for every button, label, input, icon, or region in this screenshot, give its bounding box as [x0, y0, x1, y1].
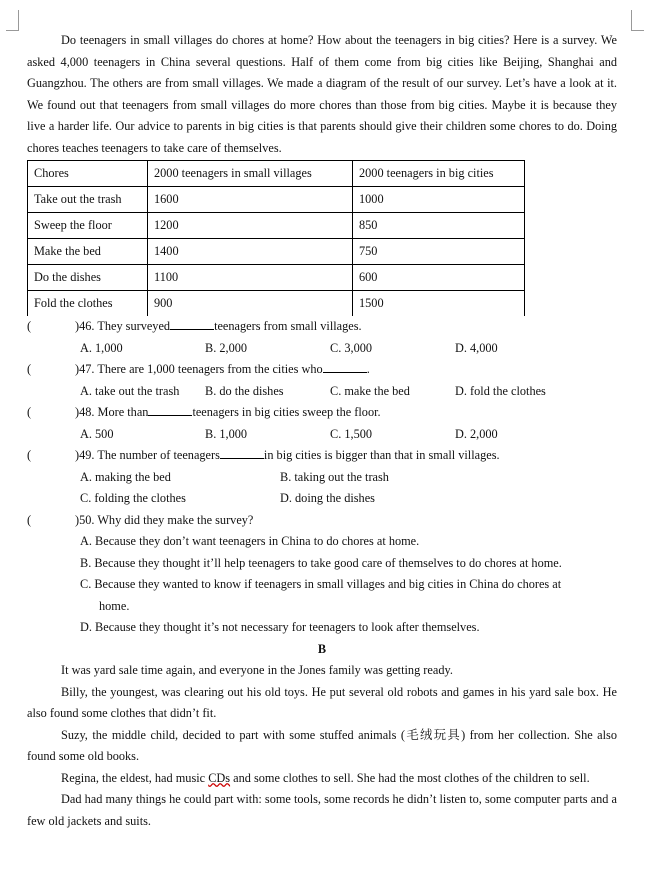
- paragraph-text: and some clothes to sell. She had the most clothes of the children to sell.: [230, 770, 590, 785]
- question-text: teenagers in big cities sweep the floor.: [192, 405, 381, 419]
- question-text: They surveyed: [97, 319, 171, 333]
- table-cell: 900: [148, 291, 353, 317]
- table-row: [28, 265, 525, 291]
- option-b: B. Because they thought it’ll help teenagers to take good care of themselves to do chores at home.: [80, 555, 562, 570]
- table-cell: 1400: [148, 239, 353, 265]
- option-d: D. Because they thought it’s not necessary for teenagers to look after themselves.: [80, 620, 480, 634]
- table-cell: 1600: [148, 187, 353, 213]
- page-corner-mark-right: [631, 10, 644, 31]
- question-text: in big cities is bigger than that in small villages.: [263, 448, 500, 462]
- table-header-cell: 2000 teenagers in small villages: [148, 161, 353, 187]
- spellcheck-underlined-word: CDs: [208, 770, 231, 785]
- table-row: [28, 187, 525, 213]
- answer-paren: (: [27, 405, 32, 419]
- answer-paren: (: [27, 512, 32, 527]
- table-cell: Do the dishes: [28, 265, 148, 291]
- question-number: )50.: [75, 512, 95, 527]
- table-cell: Take out the trash: [28, 187, 148, 213]
- table-row: [28, 213, 525, 239]
- question-47: [27, 359, 617, 381]
- passage-b-paragraph: Dad had many things he could part with: some tools, some records he didn’t listen to, some computer parts and a few old jackets and suits.: [27, 792, 617, 828]
- passage-a-paragraph: Do teenagers in small villages do chores at home? How about the teenagers in big cities? Here is a survey. We asked 4,000 teenagers in China several questions. Half of them come from big cities like Beijing, Shanghai and Guangzhou. The others are from small villages. We made a diagram of the result of our survey. Let’s have a look at it. We found out that teenagers from small villages do more chores than those from big cities. Maybe it is because they live a harder life. Our advice to parents in big cities is that parents should give their children some chores to do. Doing chores teaches teenagers to take care of themselves.: [27, 33, 617, 155]
- option-d: D. 2,000: [455, 426, 498, 441]
- option-c: C. folding the clothes: [80, 491, 186, 505]
- question-text: Why did they make the survey?: [97, 512, 254, 527]
- answer-blank: [148, 402, 192, 416]
- question-number: )46.: [75, 319, 95, 333]
- option-b: B. 2,000: [205, 340, 248, 355]
- option-b: B. do the dishes: [205, 383, 284, 398]
- question-49-options-row-2: [27, 488, 617, 510]
- question-46: [27, 316, 617, 338]
- survey-table: [27, 160, 525, 316]
- table-cell: 850: [353, 213, 525, 239]
- option-c: C. make the bed: [330, 383, 410, 398]
- document-page: [27, 30, 617, 832]
- answer-paren: (: [27, 319, 32, 333]
- passage-b-paragraph: It was yard sale time again, and everyone in the Jones family was getting ready.: [61, 663, 453, 677]
- question-46-options: [27, 338, 617, 360]
- question-49-options-row-1: [27, 467, 617, 489]
- passage-b-paragraph-regina: [27, 768, 617, 790]
- table-cell: 1100: [148, 265, 353, 291]
- question-49: [27, 445, 617, 467]
- answer-blank: [170, 316, 214, 330]
- table-cell: 1000: [353, 187, 525, 213]
- table-header-row: [28, 161, 525, 187]
- paragraph-text: Regina, the eldest, had music: [61, 770, 209, 785]
- question-text: There are 1,000 teenagers from the cities who: [97, 362, 323, 376]
- question-number: )47.: [75, 362, 95, 376]
- answer-blank: [323, 359, 367, 373]
- question-50: [27, 510, 617, 532]
- option-a: A. 1,000: [80, 340, 123, 355]
- table-row: [28, 291, 525, 317]
- table-cell: 600: [353, 265, 525, 291]
- question-text: .: [366, 362, 370, 376]
- option-d: D. fold the clothes: [455, 383, 546, 398]
- table-row: [28, 239, 525, 265]
- table-cell: 1200: [148, 213, 353, 239]
- option-a: A. Because they don’t want teenagers in China to do chores at home.: [80, 534, 420, 548]
- question-text: The number of teenagers: [97, 448, 220, 462]
- answer-paren: (: [27, 448, 32, 462]
- passage-b-paragraph: Suzy, the middle child, decided to part with some stuffed animals (毛绒玩具) from her collection. She also found some old books.: [27, 727, 617, 763]
- question-text: More than: [97, 405, 149, 419]
- table-cell: 750: [353, 239, 525, 265]
- option-d: D. doing the dishes: [280, 491, 375, 505]
- option-a: A. making the bed: [80, 469, 171, 484]
- option-c: C. Because they wanted to know if teenagers in small villages and big cities in China do chores at: [80, 577, 562, 591]
- section-b-heading: B: [317, 641, 327, 656]
- question-text: teenagers from small villages.: [214, 319, 362, 333]
- option-c: C. 3,000: [330, 340, 373, 355]
- table-cell: 1500: [353, 291, 525, 317]
- table-header-cell: Chores: [28, 161, 148, 187]
- table-cell: Make the bed: [28, 239, 148, 265]
- question-47-options: [27, 381, 617, 403]
- passage-b-paragraph: Billy, the youngest, was clearing out his old toys. He put several old robots and games in his yard sale box. He also found some clothes that didn’t fit.: [27, 684, 617, 720]
- page-corner-mark-left: [6, 10, 19, 31]
- answer-paren: (: [27, 362, 32, 376]
- option-a: A. take out the trash: [80, 383, 180, 398]
- option-a: A. 500: [80, 426, 114, 441]
- option-b: B. 1,000: [205, 426, 248, 441]
- option-b: B. taking out the trash: [280, 469, 389, 484]
- table-cell: Fold the clothes: [28, 291, 148, 317]
- question-number: )49.: [75, 448, 95, 462]
- table-cell: Sweep the floor: [28, 213, 148, 239]
- option-c-continuation: home.: [99, 598, 130, 613]
- question-number: )48.: [75, 405, 95, 419]
- question-48-options: [27, 424, 617, 446]
- option-d: D. 4,000: [455, 340, 498, 355]
- question-48: [27, 402, 617, 424]
- answer-blank: [220, 445, 264, 459]
- option-c: C. 1,500: [330, 426, 373, 441]
- table-header-cell: 2000 teenagers in big cities: [353, 161, 525, 187]
